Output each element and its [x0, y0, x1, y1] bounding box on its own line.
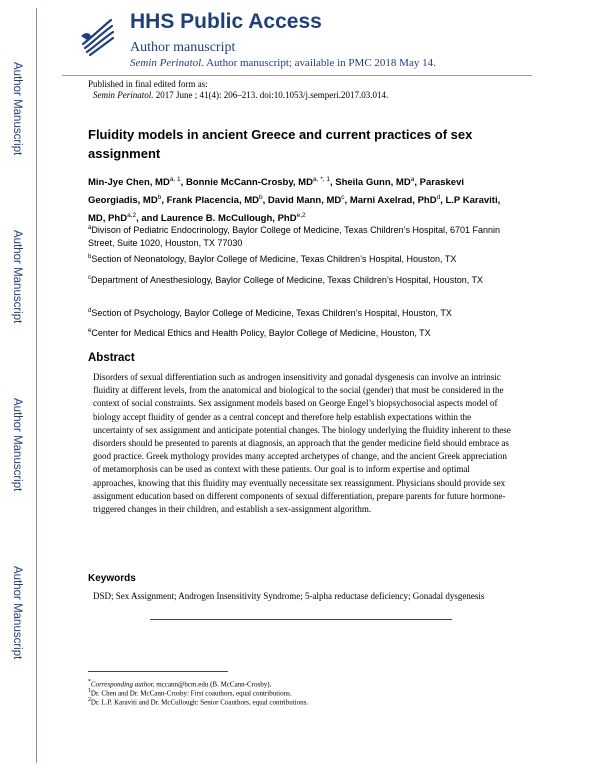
- author-separator: ,: [262, 195, 268, 207]
- citation-line: [93, 90, 388, 100]
- footnote-corresponding: *Corresponding author, mccann@bcm.edu (B. McCann-Crosby).: [88, 679, 272, 689]
- author-name: Marni Axelrad, PhD: [349, 195, 437, 207]
- hhs-eagle-logo-icon: [77, 14, 117, 58]
- author-affiliation-mark: b: [157, 194, 162, 202]
- affiliation-d: $^d$Section of Psychology, Baylor College of Medicine, Texas Children’s Hospital, Houston, TX: [88, 308, 452, 318]
- author-separator: ,: [180, 177, 186, 189]
- footnote-rule: [88, 671, 228, 672]
- author-list: [88, 172, 518, 226]
- author-affiliation-mark: a, *, 1: [312, 176, 330, 183]
- author-separator: ,: [329, 177, 336, 189]
- author-separator: ,: [344, 195, 350, 207]
- author-manuscript-label: Author manuscript: [130, 40, 236, 55]
- footnote-2: $^2$Dr. L.P. Karaviti and Dr. McCullough: Senior Coauthors, equal contributions.: [88, 697, 309, 707]
- affiliation-a: $^a$Divison of Pediatric Endocrinology, Baylor College of Medicine, Texas Children’s Hospital, 6701 Fannin Street, Suite 1020, Houston, TX 77030: [88, 225, 501, 248]
- author-name: Paraskevi Georgiadis, MD: [88, 177, 464, 207]
- author-name: David Mann, MD: [267, 195, 342, 207]
- sidebar-label: Author Manuscript: [11, 230, 23, 324]
- sidebar-label: Author Manuscript: [11, 62, 23, 156]
- keywords-body: DSD; Sex Assignment; Androgen Insensitivity Syndrome; 5-alpha reductase deficiency; Gonadal dysgenesis: [93, 591, 485, 601]
- author-affiliation-mark: c: [341, 194, 345, 202]
- header-rule: [62, 75, 532, 76]
- author-affiliation-mark: d: [436, 194, 441, 202]
- published-label: Published in final edited form as:: [88, 79, 208, 89]
- author-name: Laurence B. McCullough, PhD: [160, 213, 297, 225]
- citation-journal: Semin Perinatol.: [93, 90, 154, 100]
- author-name: Bonnie McCann-Crosby, MD: [185, 177, 313, 189]
- author-affiliation-mark: b: [259, 194, 263, 202]
- keywords-rule: [150, 619, 452, 620]
- abstract-heading: Abstract: [88, 352, 135, 364]
- author-affiliation-mark: a,2: [127, 212, 137, 220]
- author-name: Frank Placencia, MD: [166, 195, 259, 207]
- author-separator: ,: [161, 195, 167, 207]
- article-title: Fluidity models in ancient Greece and current practices of sex assignment: [88, 127, 473, 161]
- footnote-1: $^1$Dr. Chen and Dr. McCann-Crosby: First coauthors, equal contributions.: [88, 688, 292, 698]
- author-affiliation-mark: e,2: [296, 212, 306, 220]
- author-name: Min-Jye Chen, MD: [88, 177, 170, 189]
- author-separator: ,: [414, 177, 420, 189]
- hhs-title: HHS Public Access: [130, 10, 322, 33]
- author-separator: , and: [136, 213, 161, 225]
- author-separator: ,: [440, 195, 446, 207]
- affiliation-c: $^c$Department of Anesthesiology, Baylor College of Medicine, Texas Children’s Hospital, Houston, TX: [88, 275, 484, 285]
- sidebar-divider: [36, 8, 37, 763]
- affiliation-b: $^b$Section of Neonatology, Baylor College of Medicine, Texas Children’s Hospital, Houston, TX: [88, 254, 457, 264]
- sidebar-label: Author Manuscript: [11, 398, 23, 492]
- author-affiliation-mark: a: [410, 176, 415, 183]
- availability-text: Author manuscript; available in PMC 2018 May 14.: [203, 57, 436, 69]
- author-name: L.P Karaviti, MD, PhD: [88, 195, 501, 225]
- sidebar-label: Author Manuscript: [11, 566, 23, 660]
- citation-details: 2017 June ; 41(4): 206–213. doi:10.1053/j.semperi.2017.03.014.: [153, 90, 389, 100]
- author-affiliation-mark: a, 1: [169, 176, 181, 183]
- keywords-heading: Keywords: [88, 573, 136, 584]
- availability-line: [130, 57, 436, 69]
- author-name: Sheila Gunn, MD: [335, 177, 411, 189]
- journal-name: Semin Perinatol.: [130, 57, 204, 69]
- affiliation-e: $^e$Center for Medical Ethics and Health Policy, Baylor College of Medicine, Houston, TX: [88, 328, 431, 338]
- abstract-body: Disorders of sexual differentiation such as androgen insensitivity and gonadal dysgenesis can involve an intrinsic fluidity at different levels, from the anatomical and biological to the social (gender) that must be considered in the context of social constraints. Sex assignment models based on George Engel’s biopsychosocial aspects model of biology accept fluidity of gender as a central concept and therefore help establish expectations within the uncertainty of sex assignment and anticipate potential changes. The biology underlying the fluidity inherent to these disorders should be presented to parents at diagnosis, an approach that the gender medicine field should embrace as good practice. Greek mythology provides many accepted archetypes of change, and the ancient Greek appreciation of metamorphosis can be used as context with these patients. Our goal is to inform expertise and optimal approaches, knowing that this fluidity may eventually necessitate sex reassignment. Physicians should provide sex assignment education based on different components of sexual differentiation, prepare parents for future hormone-triggered changes in their children, and establish a sex-assignment algorithm.: [93, 372, 511, 515]
